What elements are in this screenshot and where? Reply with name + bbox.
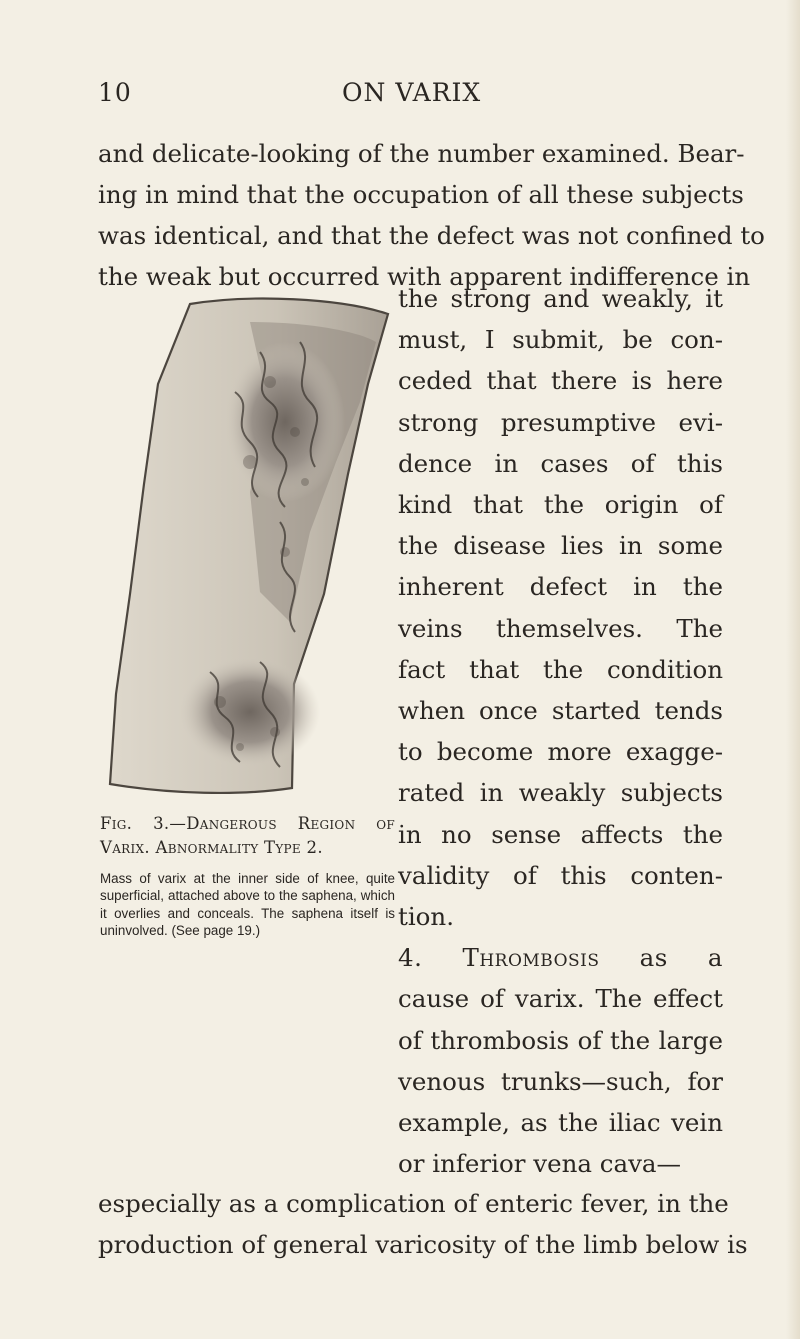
- column-line: inherent defect in the: [398, 572, 723, 602]
- column-line: tion.: [398, 902, 454, 932]
- column-line: veins themselves. The: [398, 613, 723, 643]
- right-column: [398, 278, 723, 1184]
- column-line: validity of this conten-: [398, 860, 723, 890]
- figure-title: —Dangerous Region of Varix. Abnormality Type 2.: [100, 814, 395, 857]
- column-line: to become more exagge-: [398, 737, 723, 767]
- column-line: fact that the condition: [398, 654, 723, 684]
- body-line: ing in mind that the occupation of all these subjects: [98, 180, 744, 209]
- running-title: ON VARIX: [342, 78, 482, 107]
- running-head: [98, 78, 718, 118]
- caption-description: Mass of varix at the inner side of knee, quite superficial, attached above to the saphena, which it overlies and conceals. The saphena itself is uninvolved. (See page 19.): [100, 871, 395, 939]
- column-line: strong presumptive evi-: [398, 407, 723, 437]
- column-line: ceded that there is here: [398, 366, 723, 396]
- varix-mass-lower: [180, 657, 320, 767]
- section-line: of thrombosis of the large: [398, 1025, 723, 1055]
- body-line: production of general varicosity of the limb below is: [98, 1230, 748, 1259]
- column-line: when once started tends: [398, 696, 723, 726]
- column-line: rated in weakly subjects: [398, 778, 723, 808]
- body-line: and delicate-looking of the number examined. Bear-: [98, 139, 745, 168]
- caption-title: [100, 812, 395, 860]
- section-line: or inferior vena cava—: [398, 1149, 682, 1179]
- section-line: cause of varix. The effect: [398, 984, 723, 1014]
- page-number: 10: [98, 78, 132, 107]
- section-heading: [398, 937, 723, 978]
- column-line: dence in cases of this: [398, 448, 723, 478]
- column-line: the disease lies in some: [398, 531, 723, 561]
- body-line: was identical, and that the defect was not confined to: [98, 221, 765, 250]
- page-edge: [786, 0, 800, 1339]
- column-line: the strong and weakly, it: [398, 284, 723, 313]
- section-line: example, as the iliac vein: [398, 1108, 723, 1138]
- varix-mass-upper: [225, 342, 345, 502]
- section-line: as a: [639, 943, 724, 973]
- figure-illustration: [100, 292, 390, 800]
- figure-caption: [100, 812, 395, 940]
- column-line: in no sense affects the: [398, 819, 723, 849]
- body-line: especially as a complication of enteric fever, in the: [98, 1189, 729, 1218]
- section-number: 4.: [398, 943, 423, 973]
- section-line: venous trunks—such, for: [398, 1066, 723, 1096]
- column-line: kind that the origin of: [398, 490, 723, 520]
- column-line: must, I submit, be con-: [398, 325, 723, 355]
- body-line: the weak but occurred with apparent indifference in: [98, 262, 751, 291]
- figure-label: Fig. 3.: [100, 814, 170, 833]
- section-title: Thrombosis: [462, 943, 600, 973]
